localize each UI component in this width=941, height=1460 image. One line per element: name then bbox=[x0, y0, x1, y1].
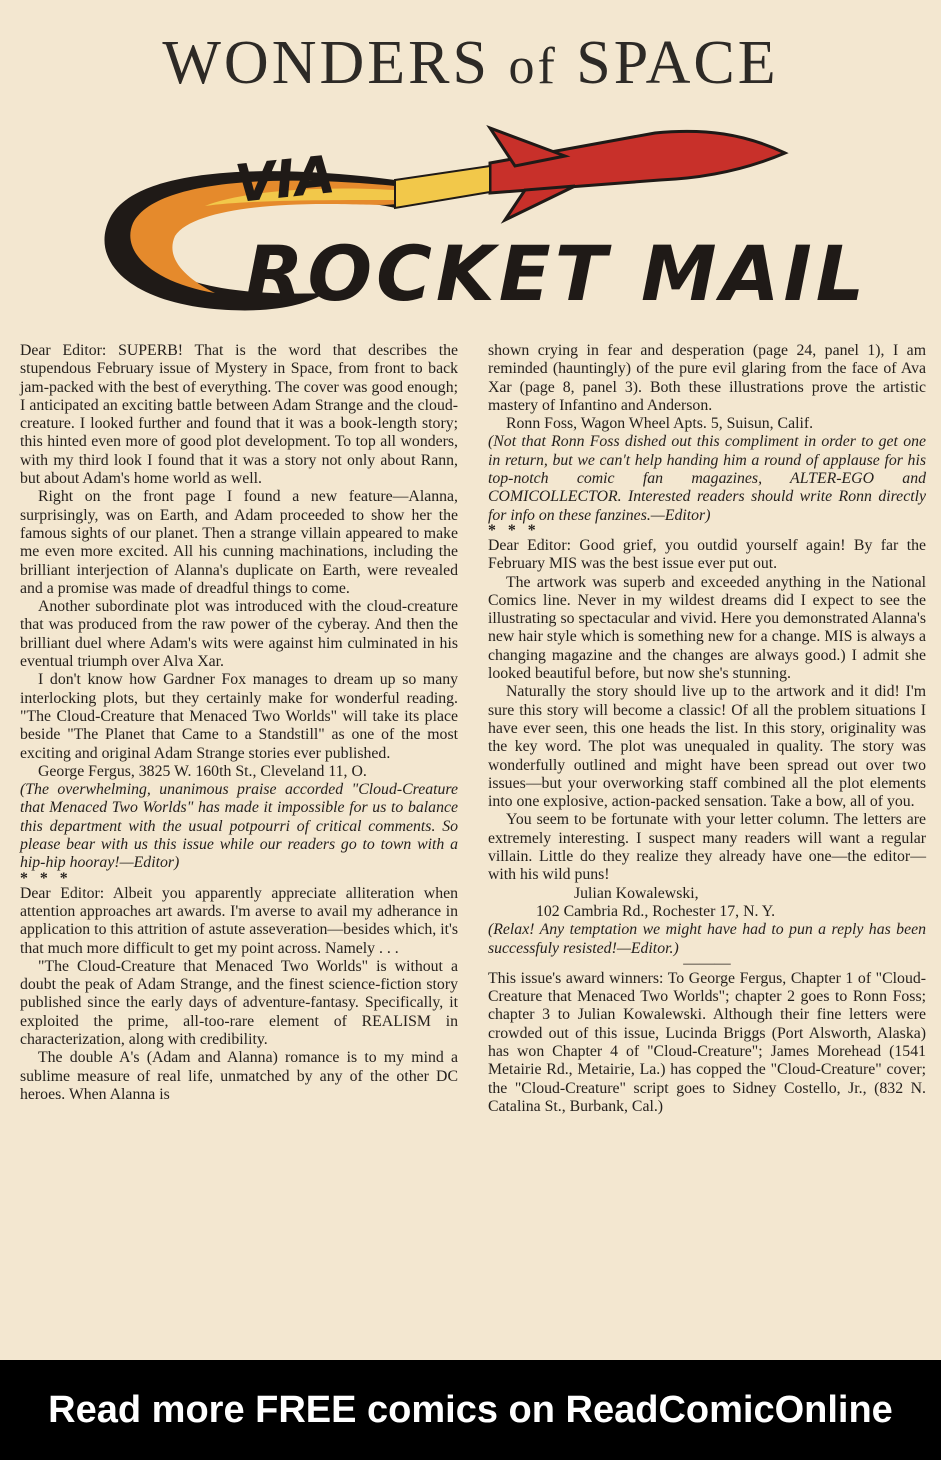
banner-via: VIA bbox=[232, 144, 338, 216]
letter-paragraph: shown crying in fear and desperation (page 24, panel 1), I am reminded (hauntingly) of the pure evil glaring from the face of Ava Xar (page 8, panel 3). Both these illustrations prove the artistic mastery of Infantino and Anderson. bbox=[488, 342, 926, 414]
letter-paragraph: Naturally the story should live up to the artwork and it did! I'm sure this story will become a classic! Of all the problem situations I have ever seen, this one heads the list. In this story, originality was the key word. The plot was unequaled in quality. The story was wonderfully outlined and might have been spread out over two issues—but your overworking staff combined all the plot elements into one explosive, action-packed sensation. Take a bow, all of you. bbox=[488, 683, 926, 811]
promo-footer-text[interactable]: Read more FREE comics on ReadComicOnline bbox=[48, 1389, 893, 1431]
section-separator: * * * bbox=[488, 521, 540, 539]
right-column bbox=[488, 342, 926, 1116]
letter-signature-name: Julian Kowalewski, bbox=[574, 884, 699, 902]
divider: ——— bbox=[683, 954, 731, 972]
letter-paragraph: Another subordinate plot was introduced with the cloud-creature that was produced from the raw power of the cyberay. And then the brilliant duel where Adam's wits were against him culminated in his eventual triumph over Alva Xar. bbox=[20, 598, 458, 671]
letter-signature-address: 102 Cambria Rd., Rochester 17, N. Y. bbox=[536, 902, 776, 920]
letter-paragraph: Dear Editor: Albeit you apparently appreciate alliteration when attention approaches art awards. I'm averse to avail my adherance in application to this attrition of astute asseveration—besides which, it's that much more difficult to get my point across. Namely . . . bbox=[20, 884, 458, 957]
promo-footer[interactable] bbox=[0, 1360, 941, 1460]
page-title bbox=[0, 28, 941, 99]
rocket-illustration bbox=[95, 108, 925, 338]
left-column bbox=[20, 342, 458, 1104]
letter-paragraph: Dear Editor: Good grief, you outdid yourself again! By far the February MIS was the best issue ever put out. bbox=[488, 536, 926, 573]
letter-paragraph: You seem to be fortunate with your letter column. The letters are extremely interesting. I suspect many readers will want a regular villain. Little do they realize they already have one—the editor—with his wild puns! bbox=[488, 811, 926, 884]
letter-paragraph: Dear Editor: SUPERB! That is the word that describes the stupendous February issue of Mystery in Space, from front to back jam-packed with the best of everything. The cover was good enough; I anticipated an exciting battle between Adam Strange and the cloud-creature. I looked further and found that it was a book-length story; this hinted even more of good plot development. To top all wonders, with my third look I found that it was a story not only about Rann, but about Adam's home world as well. bbox=[20, 342, 458, 488]
title-of: of bbox=[508, 38, 558, 95]
title-end: SPACE bbox=[576, 29, 779, 97]
award-winners-paragraph: This issue's award winners: To George Fergus, Chapter 1 of "Cloud-Creature that Menaced Two Worlds"; chapter 2 goes to Ronn Foss; chapter 3 to Julian Kowalewski. Although their fine letters were crowded out of this issue, Lucinda Briggs (Port Alsworth, Alaska) has won Chapter 4 of "Cloud-Creature"; James Morehead (1541 Metairie Rd., Metairie, La.) has copped the "Cloud-Creature" cover; the "Cloud-Creature" script goes to Sidney Costello, Jr., (832 N. Catalina St., Burbank, Cal.) bbox=[488, 969, 926, 1115]
editor-note: (Relax! Any temptation we might have had to pun a reply has been successfuly resisted!—Editor.) bbox=[488, 921, 926, 957]
section-separator: * * * bbox=[20, 869, 72, 887]
letter-signature: Ronn Foss, Wagon Wheel Apts. 5, Suisun, Calif. bbox=[506, 415, 814, 433]
letter-paragraph: The double A's (Adam and Alanna) romance is to my mind a sublime measure of real life, unmatched by any of the other DC heroes. When Alanna is bbox=[20, 1049, 458, 1103]
title-main: WONDERS bbox=[162, 29, 490, 97]
rocket-mail-banner bbox=[95, 108, 925, 338]
editor-note: (The overwhelming, unanimous praise accorded "Cloud-Creature that Menaced Two Worlds" has made it impossible for us to balance this department with the usual potpourri of critical comments. So please bear with us this issue while our readers go to town with a hip-hip hooray!—Editor) bbox=[20, 781, 458, 872]
rocket-exhaust bbox=[395, 166, 490, 208]
editor-note: (Not that Ronn Foss dished out this compliment in order to get one in return, but we can't help handing him a round of applause for his top-notch comic fan magazines, ALTER-EGO and COMICOLLECTOR. Interested readers should write Ronn directly for info on these fanzines.—Editor) bbox=[488, 433, 926, 524]
letter-paragraph: "The Cloud-Creature that Menaced Two Worlds" is without a doubt the peak of Adam Strange, and the finest science-fiction story published since the early days of adventure-fantasy. Specifically, it exploited the prime, all-too-rare element of REALISM in characterization, along with credibility. bbox=[20, 957, 458, 1048]
banner-rocket-mail: ROCKET MAIL bbox=[245, 229, 869, 318]
letter-paragraph: The artwork was superb and exceeded anything in the National Comics line. Never in my wildest dreams did I expect to see the illustrating so spectacular and vivid. Here you demonstrated Alanna's new hair style which is something new for a change. MIS is always a changing magazine and the changes are always good.) I admit she looked beautiful before, but now she's stunning. bbox=[488, 573, 926, 683]
letter-paragraph: Right on the front page I found a new feature—Alanna, surprisingly, was on Earth, and Adam proceeded to show her the famous sights of our planet. Then a strange villain appeared to make me even more excited. All his cunning machinations, including the brilliant interjection of Alanna's duplicate on Earth, were revealed and a promise was made of dreadful things to come. bbox=[20, 488, 458, 597]
letter-paragraph: I don't know how Gardner Fox manages to dream up so many interlocking plots, but they certainly make for wonderful reading. "The Cloud-Creature that Menaced Two Worlds" will take its place beside "The Planet that Came to a Standstill" as one of the most exciting and original Adam Strange stories ever published. bbox=[20, 671, 458, 762]
letter-signature: George Fergus, 3825 W. 160th St., Cleveland 11, O. bbox=[38, 762, 367, 780]
